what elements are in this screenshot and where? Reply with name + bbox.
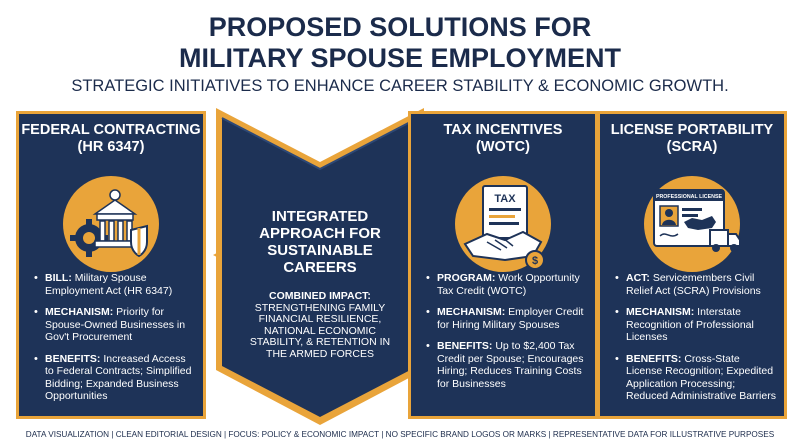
list-item: • PROGRAM: Work Opportunity Tax Credit (WOTC) [423,272,587,297]
svg-text:$: $ [531,255,539,267]
page-title-line-1: PROPOSED SOLUTIONS FOR [208,12,592,42]
panel-title [411,122,595,156]
list-item: • ACT: Servicemembers Civil Relief Act (SCRA) Provisions [612,272,776,297]
panel-federal-contracting [16,111,206,419]
tax-handshake-icon [443,164,563,284]
page-title-line-2: MILITARY SPOUSE EMPLOYMENT [178,43,622,73]
list-item: • BENEFITS: Increased Access to Federal Contracts; Simplified Bidding; Expanded Business Opportunities [31,353,195,403]
list-item: • BENEFITS: Up to $2,400 Tax Credit per Spouse; Encourages Hiring; Reduces Training Costs for Businesses [423,340,587,390]
panel-title-line-1: FEDERAL CONTRACTING [21,122,201,138]
panel-title [19,122,203,156]
list-item: • MECHANISM: Employer Credit for Hiring Military Spouses [423,306,587,331]
bullet-list [423,272,587,399]
page-subtitle: STRATEGIC INITIATIVES TO ENHANCE CAREER STABILITY & ECONOMIC GROWTH. [71,77,729,95]
combined-impact: COMBINED IMPACT: STRENGTHENING FAMILY FINANCIAL RESILIENCE, NATIONAL ECONOMIC STABILITY, & RETENTION IN THE ARMED FORCES [249,290,391,360]
professional-license-icon [632,164,752,284]
list-item: • MECHANISM: Priority for Spouse-Owned Businesses in Gov't Procurement [31,306,195,344]
bullet-list [612,272,776,412]
license-label-text: PROFESSIONAL LICENSE [655,194,723,200]
government-building-icon [51,164,171,284]
footer-caption: DATA VISUALIZATION | CLEAN EDITORIAL DESIGN | FOCUS: POLICY & ECONOMIC IMPACT | NO SPECIFIC BRAND LOGOS OR MARKS | REPRESENTATIVE DATA FOR ILLUSTRATIVE PURPOSES [25,430,775,439]
panel-title [600,122,784,156]
panel-tax-incentives [408,111,598,419]
list-item: • MECHANISM: Interstate Recognition of Professional Licenses [612,306,776,344]
bullet-list [31,272,195,412]
panel-title-line-2: (SCRA) [666,139,718,155]
list-item: • BILL: Military Spouse Employment Act (HR 6347) [31,272,195,297]
panel-license-portability [597,111,787,419]
panel-title-line-2: (WOTC) [476,139,530,155]
panel-title-line-2: (HR 6347) [77,139,145,155]
panel-title-line-1: TAX INCENTIVES [443,122,563,138]
center-title: INTEGRATED APPROACH FOR SUSTAINABLE CAREERS [259,208,381,276]
panel-title-line-1: LICENSE PORTABILITY [610,122,774,138]
tax-label-text: TAX [494,193,516,205]
list-item: • BENEFITS: Cross-State License Recognition; Expedited Application Processing; Reduced Administrative Barriers [612,353,776,403]
